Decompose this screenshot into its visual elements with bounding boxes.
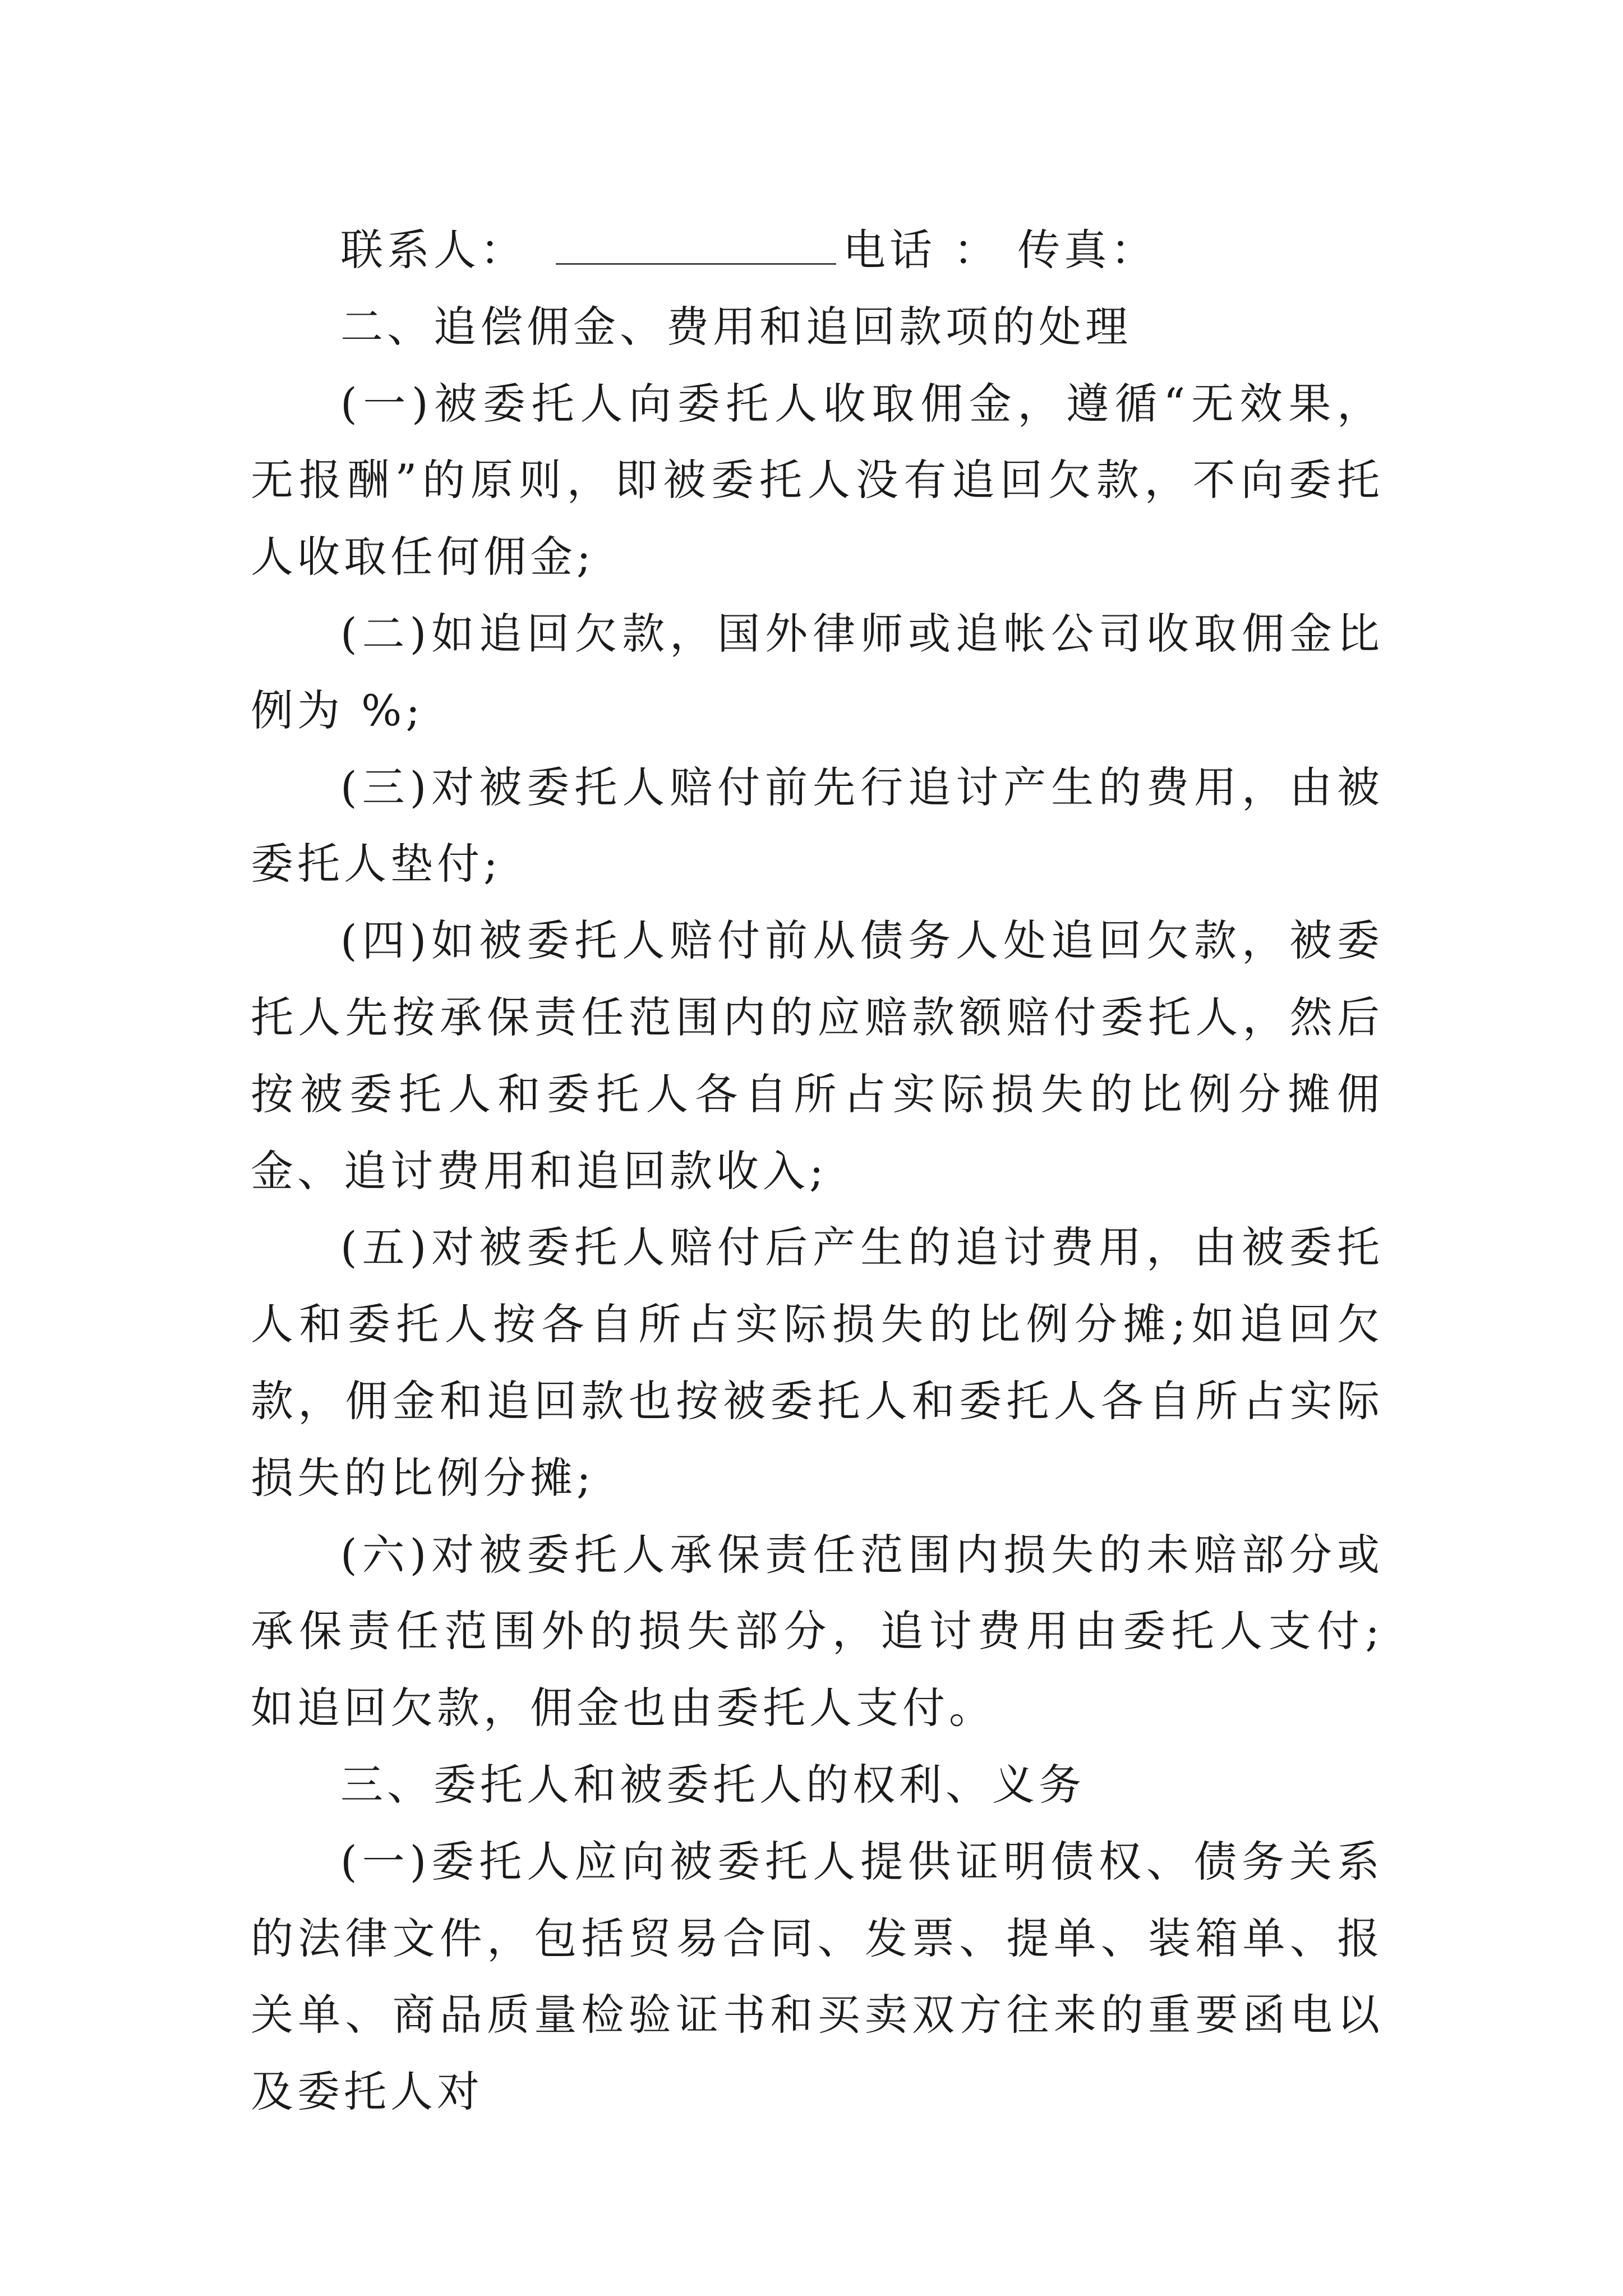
clause-2-5: (五)对被委托人赔付后产生的追讨费用，由被委托人和委托人按各自所占实际损失的比例分摊;如追回欠款，佣金和追回款也按被委托人和委托人各自所占实际损失的比例分摊; bbox=[251, 1222, 1384, 1503]
clause-2-6: (六)对被委托人承保责任范围内损失的未赔部分或承保责任范围外的损失部分，追讨费用由委托人支付;如追回欠款，佣金也由委托人支付。 bbox=[251, 1529, 1384, 1733]
clause-2-1: (一)被委托人向委托人收取佣金，遵循“无效果，无报酬”的原则，即被委托人没有追回欠款，不向委托人收取任何佣金; bbox=[251, 378, 1384, 582]
clause-3-1: (一)委托人应向被委托人提供证明债权、债务关系的法律文件，包括贸易合同、发票、提单、装箱单、报关单、商品质量检验证书和买卖双方往来的重要函电以及委托人对 bbox=[251, 1836, 1384, 2117]
clause-2-3: (三)对被委托人赔付前先行追讨产生的费用，由被委托人垫付; bbox=[251, 762, 1384, 889]
fax-label: 传真： bbox=[1017, 225, 1158, 275]
clause-2-4: (四)如被委托人赔付前从债务人处追回欠款，被委托人先按承保责任范围内的应赔款额赔付委托人，然后按被委托人和委托人各自所占实际损失的比例分摊佣金、追讨费用和追回款收入; bbox=[251, 915, 1384, 1196]
contact-blank bbox=[556, 261, 836, 265]
section-heading-3: 三、委托人和被委托人的权利、义务 bbox=[340, 1759, 1085, 1810]
clause-2-2: (二)如追回欠款，国外律师或追帐公司收取佣金比例为 %; bbox=[251, 608, 1384, 735]
section-heading-2: 二、追偿佣金、费用和追回款项的处理 bbox=[340, 301, 1132, 352]
contact-label: 联系人： bbox=[340, 225, 527, 275]
document-body bbox=[251, 212, 1384, 2131]
phone-label: 电话 ： bbox=[843, 225, 1000, 275]
contact-line bbox=[251, 212, 1384, 289]
